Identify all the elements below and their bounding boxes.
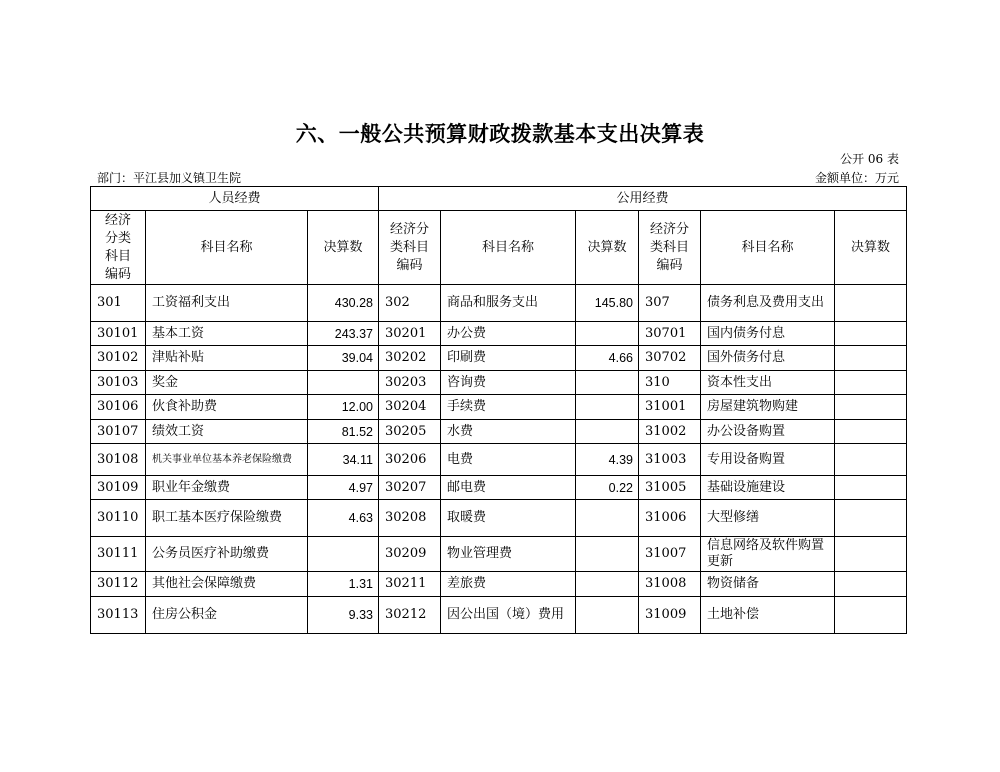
- cell-name: 奖金: [146, 371, 308, 395]
- cell-name: 基本工资: [146, 322, 308, 346]
- cell-name: 大型修缮: [701, 500, 835, 537]
- header-code: 经济 分类 科目 编码: [91, 211, 146, 285]
- report-title: 六、一般公共预算财政拨款基本支出决算表: [295, 122, 705, 146]
- cell-amount: 4.63: [308, 500, 379, 537]
- cell-amount: 430.28: [308, 285, 379, 322]
- cell-amount: [835, 537, 907, 572]
- cell-amount: [835, 371, 907, 395]
- cell-name: 国内债务付息: [701, 322, 835, 346]
- cell-name: 职业年金缴费: [146, 476, 308, 500]
- cell-name: 咨询费: [441, 371, 576, 395]
- cell-name: 商品和服务支出: [441, 285, 576, 322]
- cell-amount: [308, 537, 379, 572]
- cell-code: 30205: [379, 420, 441, 444]
- table-row: [91, 420, 907, 444]
- cell-name: 国外债务付息: [701, 346, 835, 371]
- cell-name: 取暖费: [441, 500, 576, 537]
- cell-amount: 4.97: [308, 476, 379, 500]
- cell-code: 30107: [91, 420, 146, 444]
- header-amount: 决算数: [835, 211, 907, 285]
- cell-code: 30106: [91, 395, 146, 420]
- cell-code: 30101: [91, 322, 146, 346]
- header-amount: 决算数: [576, 211, 639, 285]
- table-row: [91, 395, 907, 420]
- cell-name: 资本性支出: [701, 371, 835, 395]
- cell-amount: 12.00: [308, 395, 379, 420]
- cell-amount: 34.11: [308, 444, 379, 476]
- cell-code: 30113: [91, 597, 146, 634]
- cell-name: 邮电费: [441, 476, 576, 500]
- cell-amount: [576, 420, 639, 444]
- cell-code: 31003: [639, 444, 701, 476]
- cell-amount: [835, 420, 907, 444]
- cell-code: 30111: [91, 537, 146, 572]
- cell-code: 30201: [379, 322, 441, 346]
- cell-code: 30208: [379, 500, 441, 537]
- cell-name: 伙食补助费: [146, 395, 308, 420]
- cell-code: 31007: [639, 537, 701, 572]
- cell-code: 30207: [379, 476, 441, 500]
- cell-amount: 243.37: [308, 322, 379, 346]
- cell-code: 31008: [639, 572, 701, 597]
- cell-amount: 81.52: [308, 420, 379, 444]
- cell-code: 30110: [91, 500, 146, 537]
- cell-name: 水费: [441, 420, 576, 444]
- expenditure-table: [90, 186, 907, 634]
- cell-name: 住房公积金: [146, 597, 308, 634]
- cell-code: 30211: [379, 572, 441, 597]
- cell-code: 31006: [639, 500, 701, 537]
- table-row: [91, 597, 907, 634]
- cell-amount: 0.22: [576, 476, 639, 500]
- header-code: 经济分 类科目 编码: [379, 211, 441, 285]
- cell-amount: [835, 500, 907, 537]
- cell-name: 专用设备购置: [701, 444, 835, 476]
- cell-code: 30109: [91, 476, 146, 500]
- cell-code: 301: [91, 285, 146, 322]
- cell-name: 物资储备: [701, 572, 835, 597]
- cell-name: 土地补偿: [701, 597, 835, 634]
- cell-amount: 1.31: [308, 572, 379, 597]
- cell-amount: [576, 500, 639, 537]
- cell-amount: [835, 572, 907, 597]
- cell-amount: [835, 597, 907, 634]
- table-row: [91, 346, 907, 371]
- cell-amount: [835, 285, 907, 322]
- cell-amount: [835, 444, 907, 476]
- header-name: 科目名称: [701, 211, 835, 285]
- header-amount: 决算数: [308, 211, 379, 285]
- cell-name: 物业管理费: [441, 537, 576, 572]
- cell-amount: [576, 322, 639, 346]
- cell-code: 30103: [91, 371, 146, 395]
- cell-amount: [576, 371, 639, 395]
- cell-code: 310: [639, 371, 701, 395]
- header-code: 经济分 类科目 编码: [639, 211, 701, 285]
- cell-name: 机关事业单位基本养老保险缴费: [146, 444, 308, 476]
- cell-code: 31002: [639, 420, 701, 444]
- cell-name: 差旅费: [441, 572, 576, 597]
- amount-unit-label: 金额单位：万元: [814, 171, 899, 185]
- cell-name: 津贴补贴: [146, 346, 308, 371]
- cell-code: 30702: [639, 346, 701, 371]
- group-header-public: 公用经费: [379, 187, 907, 211]
- cell-code: 31009: [639, 597, 701, 634]
- cell-amount: 39.04: [308, 346, 379, 371]
- cell-name: 手续费: [441, 395, 576, 420]
- table-row: [91, 537, 907, 572]
- cell-name: 绩效工资: [146, 420, 308, 444]
- cell-name: 公务员医疗补助缴费: [146, 537, 308, 572]
- cell-amount: [835, 476, 907, 500]
- cell-name: 因公出国（境）费用: [441, 597, 576, 634]
- cell-code: 307: [639, 285, 701, 322]
- cell-amount: 4.66: [576, 346, 639, 371]
- cell-code: 31005: [639, 476, 701, 500]
- cell-amount: [576, 597, 639, 634]
- cell-code: 302: [379, 285, 441, 322]
- table-row: [91, 285, 907, 322]
- cell-amount: [308, 371, 379, 395]
- form-number: 公开 06 表: [840, 152, 899, 166]
- table-row: [91, 572, 907, 597]
- cell-amount: [835, 322, 907, 346]
- cell-name: 职工基本医疗保险缴费: [146, 500, 308, 537]
- cell-code: 30112: [91, 572, 146, 597]
- cell-code: 30212: [379, 597, 441, 634]
- cell-code: 30701: [639, 322, 701, 346]
- cell-name: 其他社会保障缴费: [146, 572, 308, 597]
- cell-code: 30209: [379, 537, 441, 572]
- group-header-personnel: 人员经费: [91, 187, 379, 211]
- table-row: [91, 500, 907, 537]
- cell-name: 信息网络及软件购置更新: [701, 537, 835, 572]
- table-row: [91, 322, 907, 346]
- cell-code: 30102: [91, 346, 146, 371]
- cell-name: 工资福利支出: [146, 285, 308, 322]
- table-row: [91, 371, 907, 395]
- cell-amount: 4.39: [576, 444, 639, 476]
- table-row: [91, 444, 907, 476]
- cell-amount: [576, 395, 639, 420]
- cell-code: 30202: [379, 346, 441, 371]
- cell-amount: [576, 537, 639, 572]
- cell-name: 印刷费: [441, 346, 576, 371]
- cell-name: 房屋建筑物购建: [701, 395, 835, 420]
- department-label: 部门：平江县加义镇卫生院: [97, 171, 242, 185]
- cell-code: 30203: [379, 371, 441, 395]
- table-row: [91, 476, 907, 500]
- cell-name: 债务利息及费用支出: [701, 285, 835, 322]
- cell-code: 30206: [379, 444, 441, 476]
- cell-amount: 9.33: [308, 597, 379, 634]
- cell-name: 办公费: [441, 322, 576, 346]
- header-name: 科目名称: [441, 211, 576, 285]
- cell-amount: [576, 572, 639, 597]
- cell-amount: [835, 395, 907, 420]
- cell-name: 电费: [441, 444, 576, 476]
- cell-code: 30204: [379, 395, 441, 420]
- cell-amount: 145.80: [576, 285, 639, 322]
- cell-amount: [835, 346, 907, 371]
- cell-code: 31001: [639, 395, 701, 420]
- header-name: 科目名称: [146, 211, 308, 285]
- cell-name: 基础设施建设: [701, 476, 835, 500]
- cell-code: 30108: [91, 444, 146, 476]
- cell-name: 办公设备购置: [701, 420, 835, 444]
